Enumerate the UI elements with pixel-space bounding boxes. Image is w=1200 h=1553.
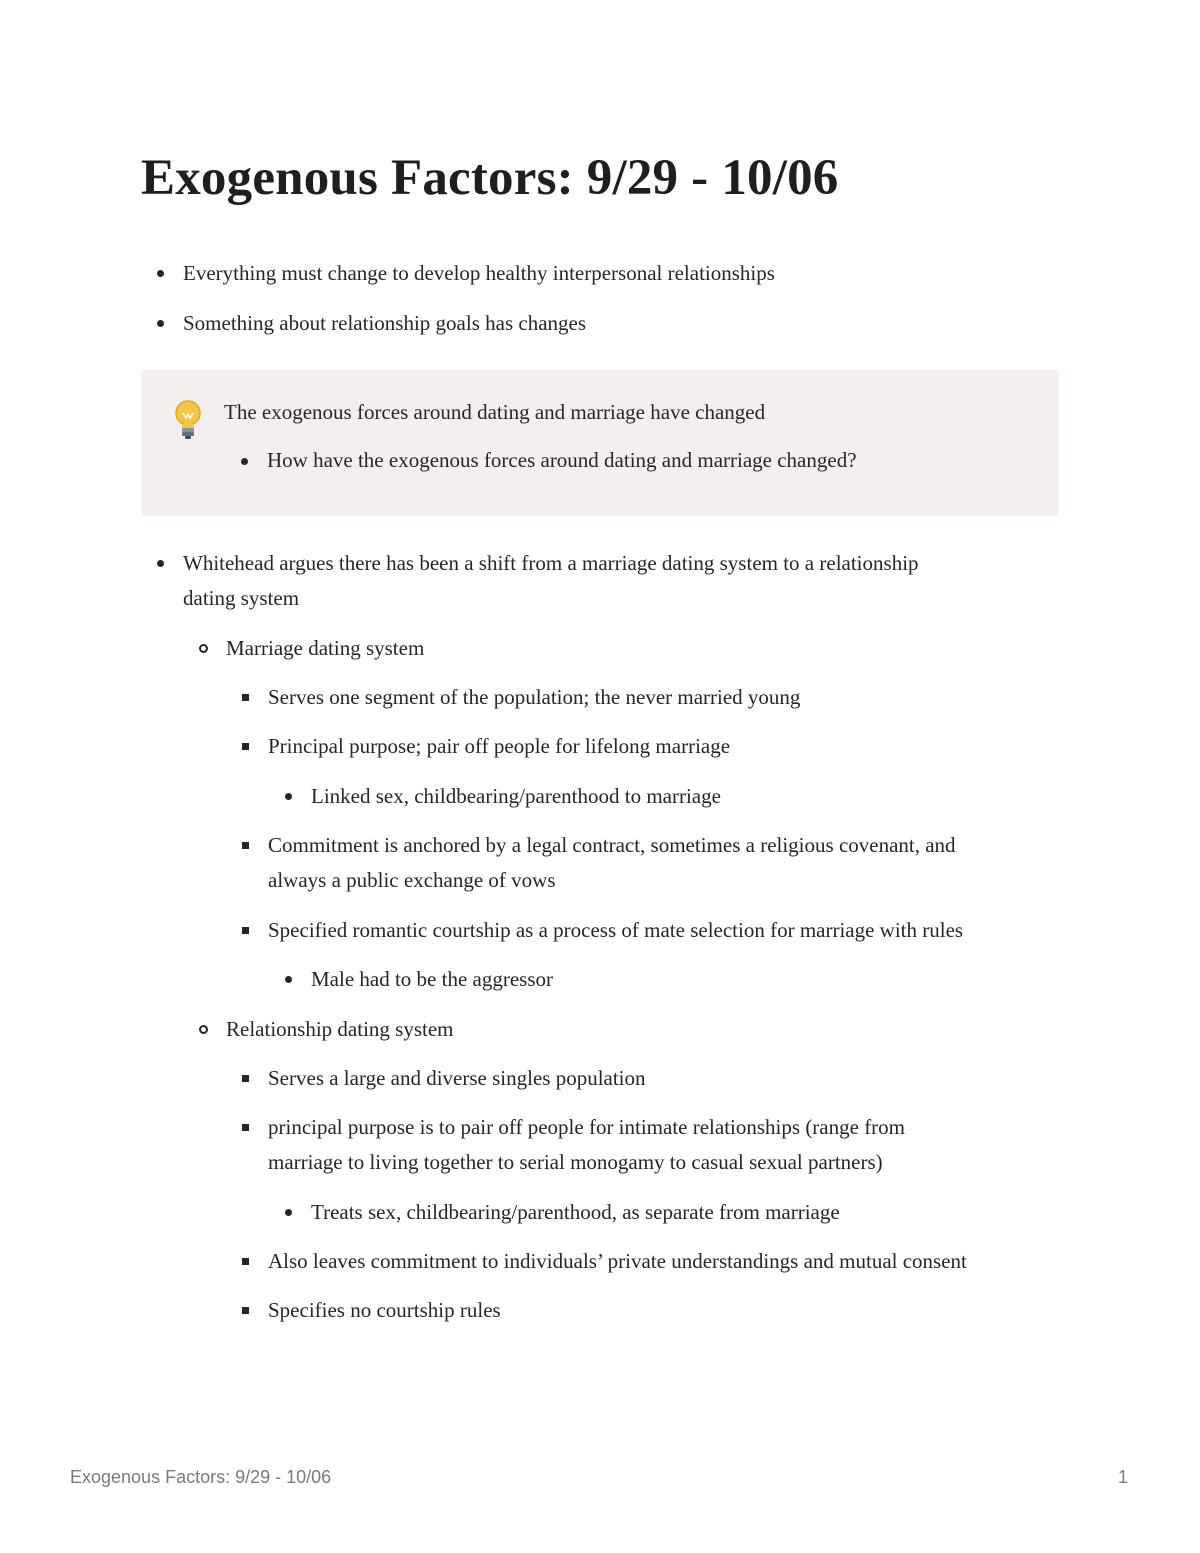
bullet-square <box>242 842 249 849</box>
bullet-square <box>242 694 249 701</box>
callout-text: The exogenous forces around dating and marriage have changed <box>224 400 766 424</box>
bullet-square <box>242 1124 249 1131</box>
bullet-ring <box>199 644 208 653</box>
bullet-dot <box>157 320 164 327</box>
list-item-continuation: always a public exchange of vows <box>268 868 556 892</box>
list-item: Male had to be the aggressor <box>311 967 554 991</box>
sublist-heading: Marriage dating system <box>226 636 425 660</box>
bullet-dot <box>285 793 292 800</box>
bullet-dot <box>285 976 292 983</box>
bullet-dot <box>157 270 164 277</box>
footer-title: Exogenous Factors: 9/29 - 10/06 <box>70 1467 332 1487</box>
bullet-dot <box>157 560 164 567</box>
list-item: Serves one segment of the population; the never married young <box>268 685 801 709</box>
list-item: Something about relationship goals has changes <box>183 311 587 335</box>
sublist-heading: Relationship dating system <box>226 1017 454 1041</box>
page-title: Exogenous Factors: 9/29 - 10/06 <box>141 150 839 206</box>
list-item: Also leaves commitment to individuals’ private understandings and mutual consent <box>268 1249 967 1273</box>
list-item: Everything must change to develop healthy interpersonal relationships <box>183 261 775 285</box>
bullet-square <box>242 927 249 934</box>
footer-page-number: 1 <box>1118 1467 1129 1487</box>
list-item: principal purpose is to pair off people for intimate relationships (range from <box>268 1115 906 1139</box>
list-item: Specified romantic courtship as a process of mate selection for marriage with rules <box>268 918 964 942</box>
lightbulb-icon <box>171 398 205 442</box>
list-item: Treats sex, childbearing/parenthood, as separate from marriage <box>311 1200 840 1224</box>
list-item: Serves a large and diverse singles population <box>268 1066 646 1090</box>
callout-list-item: How have the exogenous forces around dating and marriage changed? <box>267 448 857 472</box>
list-item: Principal purpose; pair off people for lifelong marriage <box>268 734 731 758</box>
list-item: Commitment is anchored by a legal contract, sometimes a religious covenant, and <box>268 833 956 857</box>
bullet-dot <box>241 458 248 465</box>
bullet-ring <box>199 1025 208 1034</box>
list-item-continuation: marriage to living together to serial monogamy to casual sexual partners) <box>268 1150 883 1174</box>
list-item: Specifies no courtship rules <box>268 1298 501 1322</box>
list-item-continuation: dating system <box>183 586 300 610</box>
bullet-square <box>242 1075 249 1082</box>
bullet-square <box>242 1307 249 1314</box>
list-item: Whitehead argues there has been a shift from a marriage dating system to a relationship <box>183 551 919 575</box>
callout-box <box>141 370 1059 516</box>
bullet-square <box>242 743 249 750</box>
bullet-square <box>242 1258 249 1265</box>
bullet-dot <box>285 1209 292 1216</box>
list-item: Linked sex, childbearing/parenthood to marriage <box>311 784 721 808</box>
